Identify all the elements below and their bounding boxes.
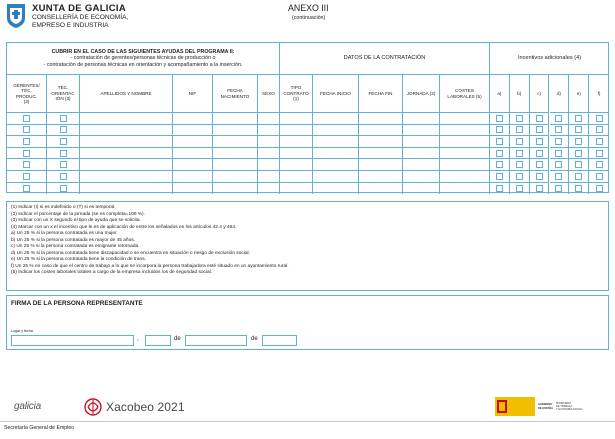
ministry-text	[556, 402, 583, 411]
incentive-checkbox[interactable]	[596, 126, 603, 133]
annex-title: ANEXO III	[288, 3, 329, 13]
table-cell	[550, 148, 570, 160]
column-header-label: a)	[497, 90, 502, 96]
table-input-cell-fecha-nac[interactable]	[213, 113, 258, 125]
footnote-line: (5) Indicar los costes laborales totales a cargo de la empresa incluidos los de seguridad social.	[11, 270, 213, 276]
footnote-line: (1) Indicar (I) si es indefinido o (T) si es temporal.	[11, 205, 116, 210]
column-header-incentive	[550, 75, 570, 113]
table-input-cell-costes[interactable]	[440, 171, 490, 183]
table-input-cell-jornada[interactable]	[403, 125, 440, 137]
gerentes-checkbox[interactable]	[23, 185, 30, 192]
place-date-label: Lugar y fecha	[11, 329, 33, 333]
column-header-fecha-inicio	[313, 75, 359, 113]
program-heading: CUBRIR EN EL CASO DE LAS SIGUIENTES AYUDAS DEL PROGRAMA II:	[51, 49, 235, 56]
column-header-label: APELLIDOS Y NOMBRE	[100, 90, 152, 96]
footnote-line: d) Un 25 % si la persona contratada tiene discapacidad o se encuentra en situación o riesgo de exclusión social.	[11, 250, 250, 256]
table-cell	[589, 159, 609, 171]
incentive-checkbox[interactable]	[575, 185, 582, 192]
table-cell	[7, 148, 47, 160]
annex-subtitle: (continuación)	[292, 15, 326, 21]
tecnicos-checkbox[interactable]	[60, 126, 67, 133]
table-input-cell-nif[interactable]	[173, 159, 213, 171]
incentive-checkbox[interactable]	[496, 185, 503, 192]
table-input-cell-fecha-nac[interactable]	[213, 159, 258, 171]
column-header-label: FECHA FIN	[368, 90, 393, 96]
incentive-checkbox[interactable]	[536, 161, 543, 168]
table-input-cell-fecha-inicio[interactable]	[313, 148, 359, 160]
table-input-cell-sexo[interactable]	[258, 125, 280, 137]
de-separator: de	[174, 336, 181, 342]
table-cell	[490, 159, 510, 171]
table-cell	[530, 183, 550, 195]
table-cell	[7, 159, 47, 171]
table-input-cell-apellidos[interactable]	[80, 125, 173, 137]
column-header-gerentes	[7, 75, 47, 113]
ministry-line: Y ECONOMÍA SOCIAL	[555, 408, 583, 412]
table-cell	[550, 125, 570, 137]
table-cell	[569, 183, 589, 195]
incentive-checkbox[interactable]	[575, 173, 582, 180]
incentive-checkbox[interactable]	[575, 138, 582, 145]
table-cell	[589, 171, 609, 183]
tecnicos-checkbox[interactable]	[60, 161, 67, 168]
incentive-checkbox[interactable]	[575, 126, 582, 133]
gerentes-checkbox[interactable]	[23, 126, 30, 133]
table-input-cell-costes[interactable]	[440, 148, 490, 160]
footnote-line: f) Un 25 % en caso de que el centro de trabajo a lo que se incorpora la persona trabajadora esté situado en un ayuntamiento rural.	[11, 263, 289, 269]
program-header-cell	[7, 43, 280, 75]
table-cell	[510, 113, 530, 125]
column-header-label: NIF	[188, 90, 197, 96]
table-cell	[7, 183, 47, 195]
table-cell	[510, 159, 530, 171]
table-cell	[47, 183, 80, 195]
incentives-header-cell	[490, 43, 609, 75]
xunta-shield-icon	[6, 3, 26, 29]
incentive-checkbox[interactable]	[575, 161, 582, 168]
table-input-cell-costes[interactable]	[440, 183, 490, 195]
table-input-cell-fecha-fin[interactable]	[359, 171, 403, 183]
incentive-checkbox[interactable]	[496, 126, 503, 133]
column-header-incentive	[589, 75, 609, 113]
table-cell	[47, 159, 80, 171]
column-header-label: ORIENTAC	[51, 90, 75, 96]
table-cell	[589, 113, 609, 125]
table-input-cell-apellidos[interactable]	[80, 148, 173, 160]
tecnicos-checkbox[interactable]	[60, 185, 67, 192]
table-input-cell-sexo[interactable]	[258, 148, 280, 160]
incentive-checkbox[interactable]	[516, 150, 523, 157]
table-cell	[510, 136, 530, 148]
table-input-cell-nif[interactable]	[173, 148, 213, 160]
table-cell	[47, 136, 80, 148]
table-input-cell-apellidos[interactable]	[80, 113, 173, 125]
table-cell	[7, 136, 47, 148]
table-cell	[589, 148, 609, 160]
incentive-checkbox[interactable]	[555, 126, 562, 133]
column-header-label: SEXO	[262, 90, 275, 96]
contract-header-cell	[280, 43, 490, 75]
ministry-line: DE TRABAJO	[555, 404, 573, 408]
incentive-checkbox[interactable]	[596, 173, 603, 180]
table-cell	[510, 148, 530, 160]
table-input-cell-jornada[interactable]	[403, 171, 440, 183]
gerentes-checkbox[interactable]	[23, 161, 30, 168]
column-header-jornada	[403, 75, 440, 113]
column-header-label: b)	[517, 90, 522, 96]
table-grid	[7, 43, 608, 192]
table-input-cell-jornada[interactable]	[403, 159, 440, 171]
incentive-checkbox[interactable]	[536, 150, 543, 157]
gerentes-checkbox[interactable]	[23, 150, 30, 157]
column-header-label: GERENTES/	[13, 82, 40, 88]
incentive-checkbox[interactable]	[575, 115, 582, 122]
table-input-cell-nif[interactable]	[173, 113, 213, 125]
government-line: DE ESPAÑA	[538, 406, 553, 410]
table-input-cell-jornada[interactable]	[403, 113, 440, 125]
table-cell	[569, 125, 589, 137]
xacobeo-text: Xacobeo 2021	[106, 400, 185, 414]
month-field[interactable]	[185, 335, 247, 346]
department-line: CONSELLERÍA DE ECONOMÍA,	[32, 14, 129, 21]
table-cell	[490, 171, 510, 183]
incentive-checkbox[interactable]	[516, 115, 523, 122]
year-field[interactable]	[262, 335, 297, 346]
column-header-tecnicos	[47, 75, 80, 113]
incentive-checkbox[interactable]	[596, 138, 603, 145]
column-header-incentive	[490, 75, 510, 113]
tecnicos-checkbox[interactable]	[60, 138, 67, 145]
incentive-checkbox[interactable]	[496, 115, 503, 122]
table-cell	[510, 171, 530, 183]
column-header-costes	[440, 75, 490, 113]
table-input-cell-tipo[interactable]	[280, 171, 313, 183]
table-input-cell-fecha-inicio[interactable]	[313, 183, 359, 195]
table-cell	[569, 171, 589, 183]
table-input-cell-fecha-inicio[interactable]	[313, 136, 359, 148]
incentive-checkbox[interactable]	[555, 138, 562, 145]
table-cell	[510, 125, 530, 137]
footnote-line: c) Un 25 % si la persona contratada es emigrante retornada.	[11, 244, 140, 250]
table-cell	[7, 171, 47, 183]
incentive-checkbox[interactable]	[536, 138, 543, 145]
incentive-checkbox[interactable]	[555, 115, 562, 122]
government-line: GOBIERNO	[538, 403, 553, 407]
table-cell	[589, 125, 609, 137]
table-cell	[530, 113, 550, 125]
table-cell	[7, 113, 47, 125]
table-cell	[589, 183, 609, 195]
table-input-cell-fecha-inicio[interactable]	[313, 113, 359, 125]
gerentes-checkbox[interactable]	[23, 138, 30, 145]
program-option: - contratación de gerentes/personas técnicas de producción o	[70, 55, 216, 62]
spain-government-logo	[495, 396, 607, 417]
table-input-cell-tipo[interactable]	[280, 159, 313, 171]
table-input-cell-fecha-fin[interactable]	[359, 113, 403, 125]
table-cell	[7, 125, 47, 137]
incentive-checkbox[interactable]	[516, 173, 523, 180]
day-field[interactable]	[145, 335, 171, 346]
column-header-label: e)	[576, 90, 581, 96]
table-cell	[550, 159, 570, 171]
table-input-cell-fecha-nac[interactable]	[213, 125, 258, 137]
table-cell	[490, 136, 510, 148]
footnote-line: e) Un 25 % si la persona contratada tiene la condición de trans.	[11, 257, 146, 263]
table-input-cell-apellidos[interactable]	[80, 136, 173, 148]
column-header-label: TÉC.	[57, 85, 69, 91]
table-input-cell-sexo[interactable]	[258, 171, 280, 183]
incentive-checkbox[interactable]	[555, 161, 562, 168]
contracts-table	[6, 42, 609, 193]
table-cell	[47, 113, 80, 125]
table-input-cell-apellidos[interactable]	[80, 183, 173, 195]
table-input-cell-costes[interactable]	[440, 136, 490, 148]
secretaria-label: Secretaría General de Empleo	[4, 425, 75, 431]
table-input-cell-costes[interactable]	[440, 125, 490, 137]
incentive-checkbox[interactable]	[516, 185, 523, 192]
footnote-line: (4) Marcar con un x el incentivo que le es de aplicación de entre los señalados en los artículos 42.4 y 464.	[11, 224, 237, 230]
table-input-cell-fecha-nac[interactable]	[213, 183, 258, 195]
incentive-checkbox[interactable]	[596, 115, 603, 122]
table-cell	[490, 113, 510, 125]
column-header-label: (1)	[293, 96, 299, 102]
ministry-line: MINISTERIO	[555, 401, 572, 405]
table-input-cell-jornada[interactable]	[403, 136, 440, 148]
column-header-label: d)	[556, 90, 561, 96]
column-header-label: IÓN (3)	[55, 96, 71, 102]
government-text	[538, 403, 553, 409]
tecnicos-checkbox[interactable]	[60, 115, 67, 122]
table-input-cell-fecha-inicio[interactable]	[313, 159, 359, 171]
incentive-checkbox[interactable]	[496, 161, 503, 168]
table-input-cell-fecha-fin[interactable]	[359, 183, 403, 195]
org-name: XUNTA DE GALICIA	[32, 3, 126, 14]
contract-heading: DATOS DE LA CONTRATACIÓN	[343, 54, 426, 61]
incentive-checkbox[interactable]	[496, 150, 503, 157]
table-cell	[47, 125, 80, 137]
table-input-cell-nif[interactable]	[173, 171, 213, 183]
table-cell	[550, 113, 570, 125]
gerentes-checkbox[interactable]	[23, 173, 30, 180]
table-input-cell-tipo[interactable]	[280, 113, 313, 125]
incentive-checkbox[interactable]	[536, 173, 543, 180]
table-cell	[530, 159, 550, 171]
incentive-checkbox[interactable]	[516, 126, 523, 133]
table-cell	[530, 136, 550, 148]
incentive-checkbox[interactable]	[516, 161, 523, 168]
incentive-checkbox[interactable]	[555, 185, 562, 192]
table-cell	[569, 136, 589, 148]
signature-title: FIRMA DE LA PERSONA REPRESENTANTE	[11, 300, 143, 307]
table-input-cell-sexo[interactable]	[258, 183, 280, 195]
incentive-checkbox[interactable]	[555, 150, 562, 157]
column-header-label: (3)	[23, 98, 30, 104]
table-input-cell-nif[interactable]	[173, 136, 213, 148]
table-cell	[510, 183, 530, 195]
incentive-checkbox[interactable]	[596, 185, 603, 192]
table-cell	[569, 113, 589, 125]
xacobeo-logo	[84, 397, 185, 417]
table-input-cell-fecha-inicio[interactable]	[313, 171, 359, 183]
column-header-label: TIPO	[290, 85, 302, 91]
column-header-fecha-nac	[213, 75, 258, 113]
column-header-incentive	[530, 75, 550, 113]
table-cell	[490, 125, 510, 137]
footnote-line: b) Un 25 % si la persona contratada es mayor de 45 años.	[11, 237, 135, 243]
table-cell	[589, 136, 609, 148]
footnote-line: a) Un 25 % si la persona contratada es una mujer.	[11, 231, 118, 237]
table-cell	[569, 159, 589, 171]
table-input-cell-tipo[interactable]	[280, 183, 313, 195]
gerentes-checkbox[interactable]	[23, 115, 30, 122]
table-cell	[490, 183, 510, 195]
table-cell	[490, 148, 510, 160]
table-input-cell-costes[interactable]	[440, 159, 490, 171]
footnote-line: (2) Indicar el porcentaje de la jornada (se es completa=100 %).	[11, 211, 145, 217]
table-input-cell-jornada[interactable]	[403, 183, 440, 195]
column-header-sexo	[258, 75, 280, 113]
table-input-cell-fecha-fin[interactable]	[359, 125, 403, 137]
column-header-label: FECHA INICIO	[320, 90, 351, 96]
de-separator: de	[251, 336, 258, 342]
footnote-line: (3) Indicar con un X segundo el tipo de ayuda que se solicita.	[11, 218, 141, 224]
column-header-label: c)	[537, 90, 541, 96]
department-line: EMPRESO E INDUSTRIA	[32, 22, 109, 29]
column-header-label: TÉC.	[21, 88, 32, 94]
table-cell	[550, 171, 570, 183]
table-input-cell-tipo[interactable]	[280, 136, 313, 148]
column-header-label: LABORALES (5)	[447, 93, 482, 99]
incentive-checkbox[interactable]	[496, 138, 503, 145]
incentive-checkbox[interactable]	[596, 150, 603, 157]
table-input-cell-tipo[interactable]	[280, 148, 313, 160]
table-cell	[569, 148, 589, 160]
spain-coat-of-arms-icon	[495, 397, 535, 416]
column-header-apellidos	[80, 75, 173, 113]
column-header-label: COSTES	[455, 88, 474, 94]
incentive-checkbox[interactable]	[536, 185, 543, 192]
table-cell	[530, 125, 550, 137]
tecnicos-checkbox[interactable]	[60, 150, 67, 157]
table-input-cell-apellidos[interactable]	[80, 159, 173, 171]
galicia-logo: galicia	[14, 401, 41, 412]
page-header	[6, 2, 609, 38]
table-input-cell-costes[interactable]	[440, 113, 490, 125]
column-header-label: FECHA	[227, 88, 243, 94]
column-header-label: CONTRATO	[283, 90, 309, 96]
table-input-cell-sexo[interactable]	[258, 136, 280, 148]
column-header-incentive	[569, 75, 589, 113]
table-input-cell-fecha-fin[interactable]	[359, 148, 403, 160]
table-cell	[550, 136, 570, 148]
column-header-incentive	[510, 75, 530, 113]
table-cell	[530, 171, 550, 183]
table-input-cell-apellidos[interactable]	[80, 171, 173, 183]
table-cell	[530, 148, 550, 160]
incentive-checkbox[interactable]	[575, 150, 582, 157]
table-input-cell-nif[interactable]	[173, 183, 213, 195]
incentive-checkbox[interactable]	[516, 138, 523, 145]
column-header-label: JORNADA (2)	[406, 90, 436, 96]
department-name	[32, 14, 192, 30]
table-input-cell-jornada[interactable]	[403, 148, 440, 160]
incentive-checkbox[interactable]	[596, 161, 603, 168]
table-input-cell-tipo[interactable]	[280, 125, 313, 137]
tecnicos-checkbox[interactable]	[60, 173, 67, 180]
comma-separator: ,	[137, 336, 139, 342]
table-input-cell-fecha-nac[interactable]	[213, 136, 258, 148]
column-header-label: NACIMIENTO	[220, 93, 250, 99]
xacobeo-shell-icon	[84, 398, 102, 416]
program-option: - contratación de personas técnicas en orientación y acompañamiento a la inserción.	[43, 61, 243, 68]
column-header-nif	[173, 75, 213, 113]
table-cell	[47, 171, 80, 183]
table-input-cell-sexo[interactable]	[258, 113, 280, 125]
table-cell	[550, 183, 570, 195]
table-input-cell-fecha-inicio[interactable]	[313, 125, 359, 137]
table-input-cell-fecha-fin[interactable]	[359, 159, 403, 171]
table-input-cell-sexo[interactable]	[258, 159, 280, 171]
incentive-checkbox[interactable]	[536, 126, 543, 133]
footer-divider	[0, 421, 615, 422]
incentive-checkbox[interactable]	[536, 115, 543, 122]
table-input-cell-fecha-fin[interactable]	[359, 136, 403, 148]
incentive-checkbox[interactable]	[555, 173, 562, 180]
table-input-cell-nif[interactable]	[173, 125, 213, 137]
table-cell	[47, 148, 80, 160]
incentive-checkbox[interactable]	[496, 173, 503, 180]
column-header-label: PRODUC.	[15, 93, 38, 99]
table-input-cell-fecha-nac[interactable]	[213, 171, 258, 183]
footnotes-box	[6, 201, 609, 291]
column-header-fecha-fin	[359, 75, 403, 113]
signature-box	[6, 295, 609, 350]
incentives-heading: Incentivos adicionales (4)	[517, 54, 582, 61]
table-input-cell-fecha-nac[interactable]	[213, 148, 258, 160]
place-field[interactable]	[11, 335, 134, 346]
column-header-label: f)	[597, 90, 601, 96]
column-header-tipo	[280, 75, 313, 113]
